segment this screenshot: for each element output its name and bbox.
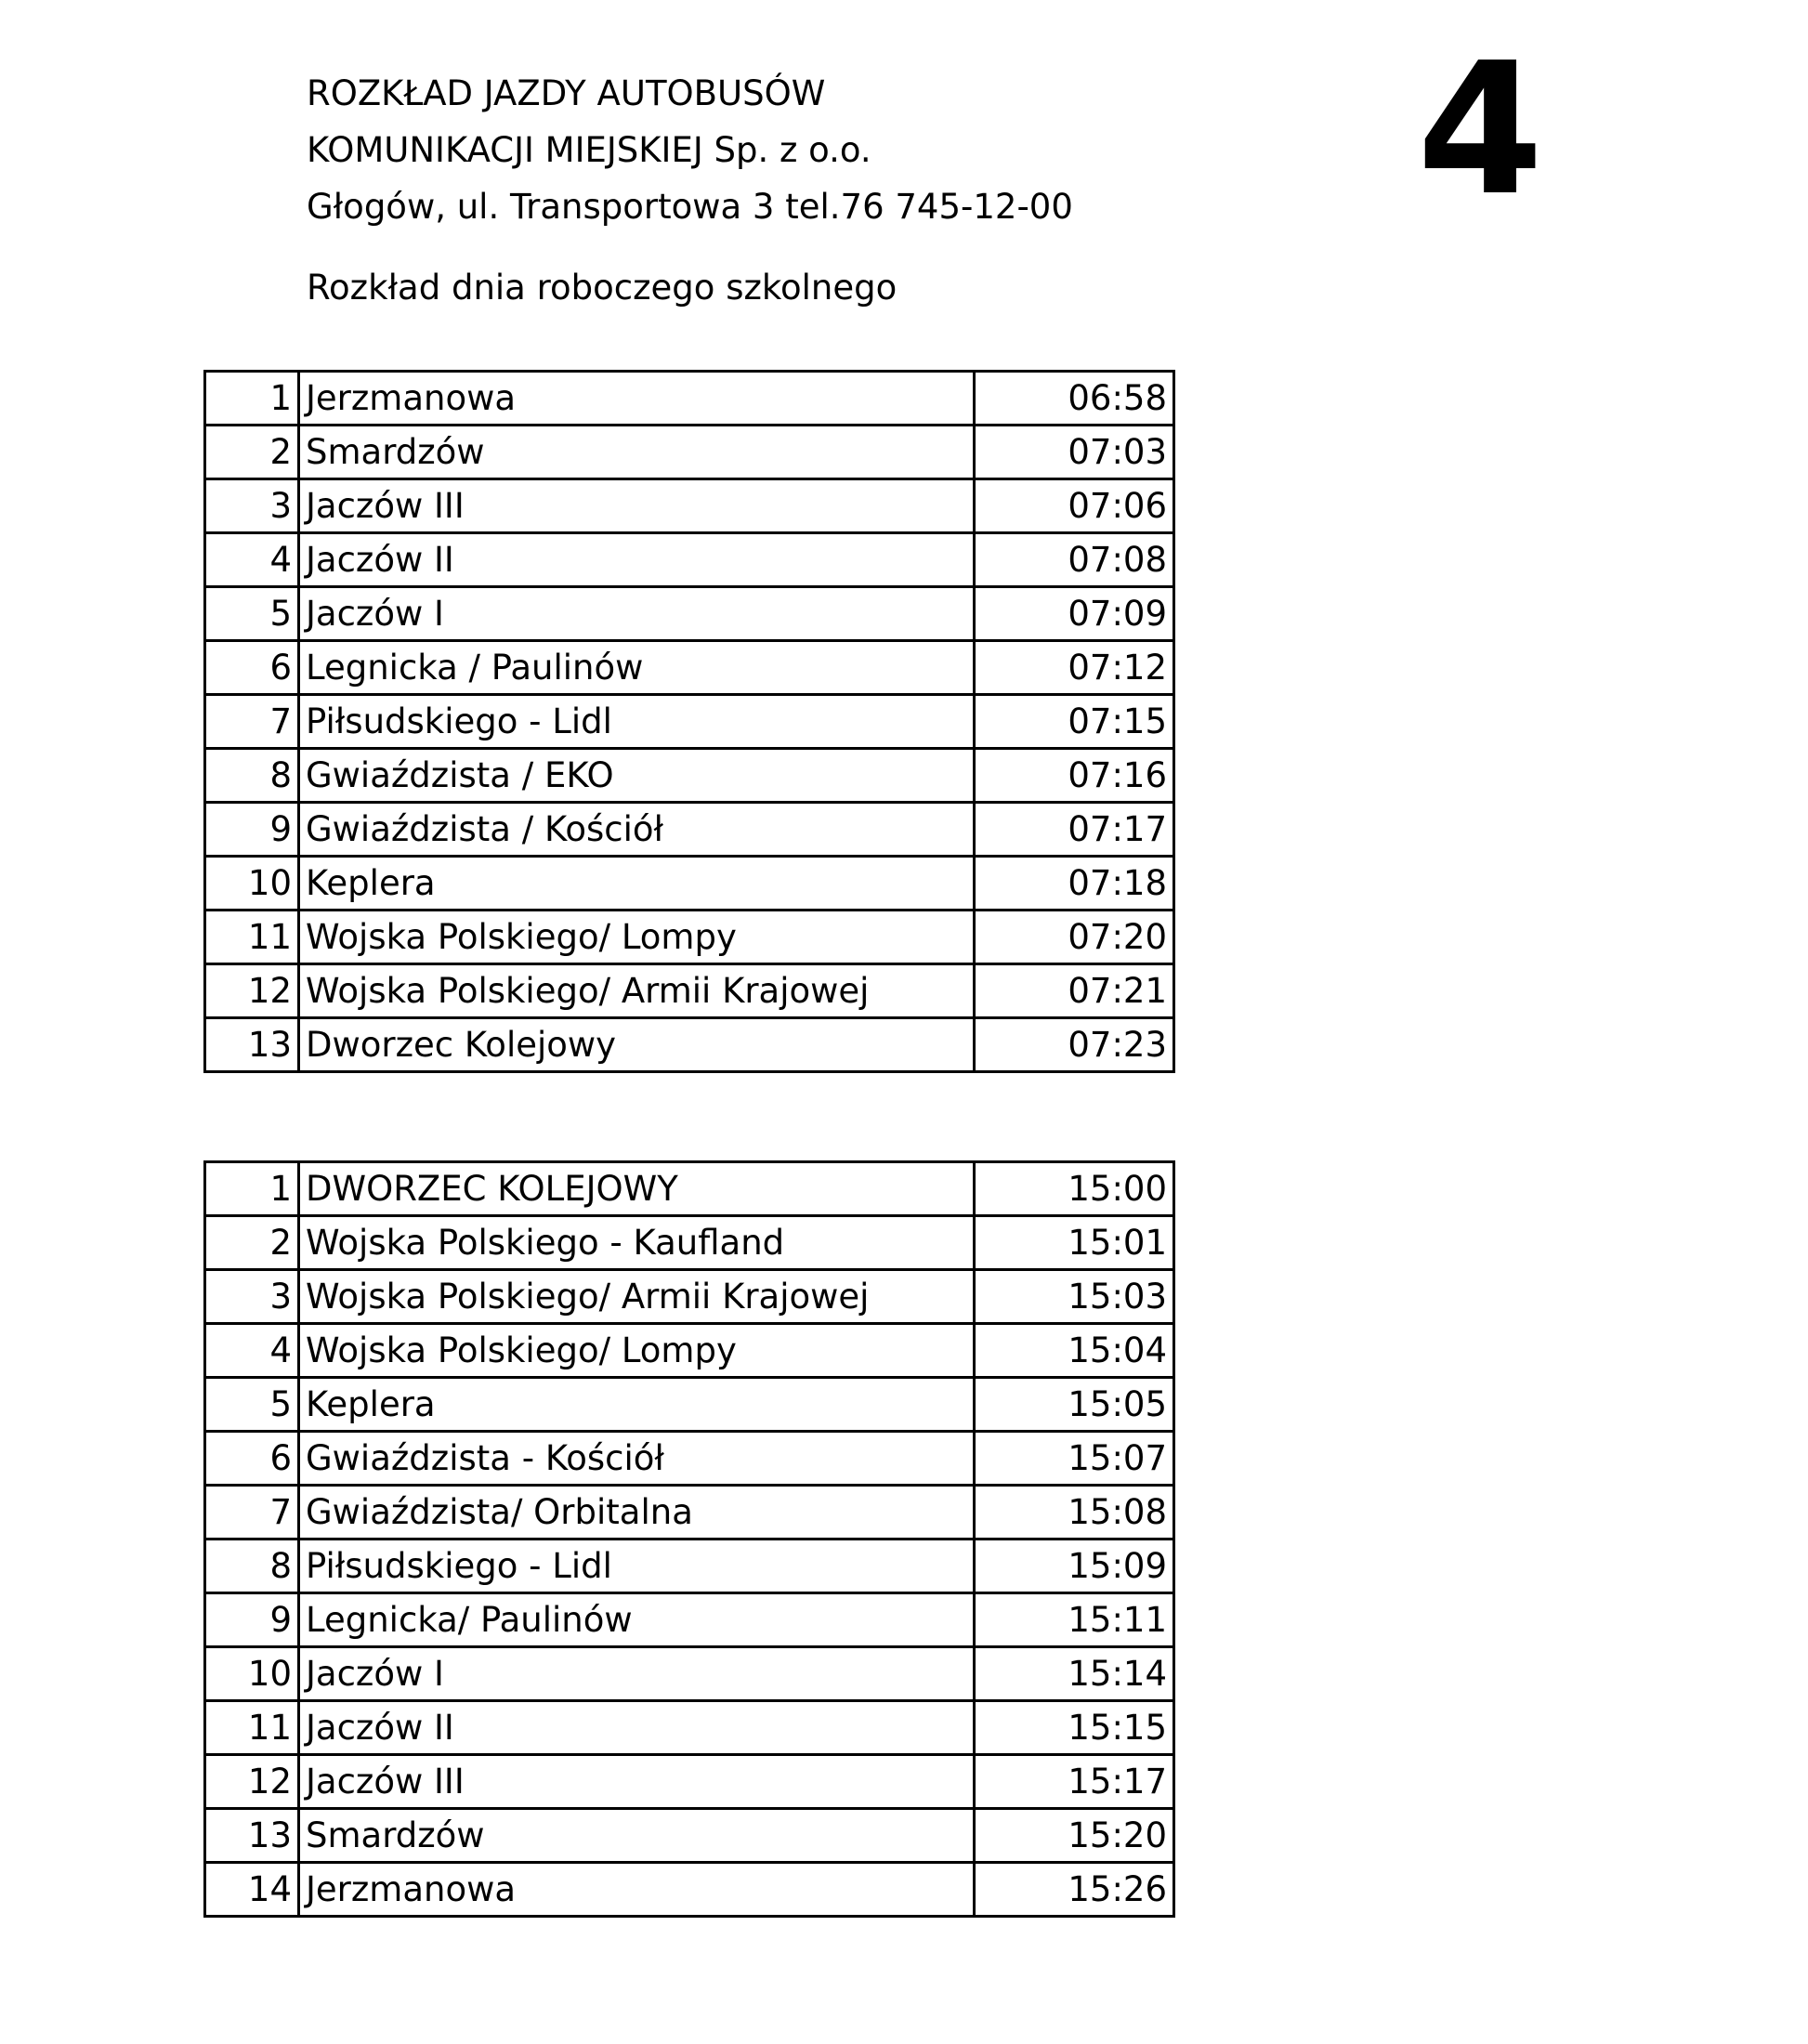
stop-number-cell: 2 xyxy=(205,426,299,479)
departure-time-cell: 15:17 xyxy=(975,1755,1174,1809)
stop-name-cell: Jaczów III xyxy=(299,1755,975,1809)
departure-time-cell: 15:01 xyxy=(975,1216,1174,1270)
departure-time-cell: 07:20 xyxy=(975,911,1174,964)
stop-number-cell: 1 xyxy=(205,1162,299,1216)
stop-number-cell: 2 xyxy=(205,1216,299,1270)
departure-time-cell: 07:17 xyxy=(975,803,1174,857)
stop-name-cell: Piłsudskiego - Lidl xyxy=(299,695,975,749)
departure-time-cell: 15:03 xyxy=(975,1270,1174,1324)
departure-time-cell: 15:07 xyxy=(975,1432,1174,1486)
stop-number-cell: 14 xyxy=(205,1863,299,1917)
table-row xyxy=(205,749,1174,803)
stop-name-cell: Gwiaździsta / Kościół xyxy=(299,803,975,857)
table-row xyxy=(205,479,1174,533)
stop-number-cell: 4 xyxy=(205,533,299,587)
stop-name-cell: Jerzmanowa xyxy=(299,372,975,426)
stop-number-cell: 9 xyxy=(205,803,299,857)
stop-name-cell: Gwiaździsta - Kościół xyxy=(299,1432,975,1486)
stop-number-cell: 6 xyxy=(205,1432,299,1486)
table-row xyxy=(205,587,1174,641)
table-row xyxy=(205,1863,1174,1917)
departure-time-cell: 15:00 xyxy=(975,1162,1174,1216)
stop-number-cell: 11 xyxy=(205,911,299,964)
table-row xyxy=(205,964,1174,1018)
departure-time-cell: 15:20 xyxy=(975,1809,1174,1863)
table-row xyxy=(205,1486,1174,1540)
departure-time-cell: 07:08 xyxy=(975,533,1174,587)
stop-number-cell: 3 xyxy=(205,479,299,533)
stop-name-cell: Gwiaździsta / EKO xyxy=(299,749,975,803)
stop-name-cell: Jaczów I xyxy=(299,1647,975,1701)
stop-name-cell: Wojska Polskiego/ Armii Krajowej xyxy=(299,964,975,1018)
stop-name-cell: Keplera xyxy=(299,857,975,911)
table-row xyxy=(205,1540,1174,1593)
stop-number-cell: 10 xyxy=(205,857,299,911)
departure-time-cell: 15:04 xyxy=(975,1324,1174,1378)
table-row xyxy=(205,1378,1174,1432)
table-row xyxy=(205,911,1174,964)
table-row xyxy=(205,1324,1174,1378)
header-address: Głogów, ul. Transportowa 3 tel.76 745-12-00 xyxy=(307,187,1073,227)
stop-name-cell: Wojska Polskiego/ Armii Krajowej xyxy=(299,1270,975,1324)
departure-time-cell: 07:09 xyxy=(975,587,1174,641)
table-row xyxy=(205,1647,1174,1701)
header-company: KOMUNIKACJI MIEJSKIEJ Sp. z o.o. xyxy=(307,130,871,170)
stop-name-cell: Piłsudskiego - Lidl xyxy=(299,1540,975,1593)
stop-name-cell: Wojska Polskiego - Kaufland xyxy=(299,1216,975,1270)
departure-time-cell: 15:15 xyxy=(975,1701,1174,1755)
table-row xyxy=(205,1701,1174,1755)
departure-time-cell: 06:58 xyxy=(975,372,1174,426)
table-row xyxy=(205,1809,1174,1863)
timetable-morning-body xyxy=(205,372,1174,1072)
departure-time-cell: 15:11 xyxy=(975,1593,1174,1647)
stop-name-cell: Smardzów xyxy=(299,1809,975,1863)
stop-name-cell: Legnicka / Paulinów xyxy=(299,641,975,695)
stop-number-cell: 8 xyxy=(205,749,299,803)
stop-name-cell: Smardzów xyxy=(299,426,975,479)
table-row xyxy=(205,803,1174,857)
stop-name-cell: Jerzmanowa xyxy=(299,1863,975,1917)
stop-number-cell: 13 xyxy=(205,1809,299,1863)
departure-time-cell: 07:12 xyxy=(975,641,1174,695)
departure-time-cell: 07:21 xyxy=(975,964,1174,1018)
stop-number-cell: 7 xyxy=(205,695,299,749)
company-header xyxy=(307,65,1073,235)
table-row xyxy=(205,1593,1174,1647)
stop-name-cell: Legnicka/ Paulinów xyxy=(299,1593,975,1647)
stop-name-cell: Wojska Polskiego/ Lompy xyxy=(299,911,975,964)
table-row xyxy=(205,1162,1174,1216)
header-title: ROZKŁAD JAZDY AUTOBUSÓW xyxy=(307,73,826,113)
stop-number-cell: 4 xyxy=(205,1324,299,1378)
stop-name-cell: Gwiaździsta/ Orbitalna xyxy=(299,1486,975,1540)
stop-name-cell: Jaczów III xyxy=(299,479,975,533)
stop-name-cell: Dworzec Kolejowy xyxy=(299,1018,975,1072)
stop-number-cell: 3 xyxy=(205,1270,299,1324)
departure-time-cell: 15:05 xyxy=(975,1378,1174,1432)
stop-number-cell: 8 xyxy=(205,1540,299,1593)
stop-name-cell: Jaczów II xyxy=(299,533,975,587)
timetable-afternoon-body xyxy=(205,1162,1174,1917)
departure-time-cell: 07:16 xyxy=(975,749,1174,803)
stop-number-cell: 7 xyxy=(205,1486,299,1540)
departure-time-cell: 07:18 xyxy=(975,857,1174,911)
table-row xyxy=(205,426,1174,479)
table-row xyxy=(205,533,1174,587)
departure-time-cell: 15:09 xyxy=(975,1540,1174,1593)
departure-time-cell: 07:06 xyxy=(975,479,1174,533)
stop-number-cell: 11 xyxy=(205,1701,299,1755)
stop-number-cell: 10 xyxy=(205,1647,299,1701)
stop-name-cell: Wojska Polskiego/ Lompy xyxy=(299,1324,975,1378)
stop-name-cell: Jaczów II xyxy=(299,1701,975,1755)
departure-time-cell: 15:08 xyxy=(975,1486,1174,1540)
table-row xyxy=(205,1432,1174,1486)
stop-name-cell: Keplera xyxy=(299,1378,975,1432)
departure-time-cell: 15:26 xyxy=(975,1863,1174,1917)
stop-number-cell: 5 xyxy=(205,587,299,641)
stop-number-cell: 12 xyxy=(205,1755,299,1809)
table-row xyxy=(205,1018,1174,1072)
departure-time-cell: 15:14 xyxy=(975,1647,1174,1701)
schedule-type: Rozkład dnia roboczego szkolnego xyxy=(307,268,897,308)
table-row xyxy=(205,372,1174,426)
stop-number-cell: 13 xyxy=(205,1018,299,1072)
stop-number-cell: 1 xyxy=(205,372,299,426)
timetable-morning xyxy=(203,370,1175,1073)
timetable-afternoon xyxy=(203,1160,1175,1918)
stop-number-cell: 9 xyxy=(205,1593,299,1647)
table-row xyxy=(205,1755,1174,1809)
stop-number-cell: 5 xyxy=(205,1378,299,1432)
stop-name-cell: Jaczów I xyxy=(299,587,975,641)
departure-time-cell: 07:23 xyxy=(975,1018,1174,1072)
table-row xyxy=(205,1270,1174,1324)
stop-number-cell: 6 xyxy=(205,641,299,695)
stop-name-cell: DWORZEC KOLEJOWY xyxy=(299,1162,975,1216)
stop-number-cell: 12 xyxy=(205,964,299,1018)
departure-time-cell: 07:15 xyxy=(975,695,1174,749)
table-row xyxy=(205,857,1174,911)
route-number: 4 xyxy=(1417,24,1544,236)
table-row xyxy=(205,641,1174,695)
table-row xyxy=(205,695,1174,749)
table-row xyxy=(205,1216,1174,1270)
departure-time-cell: 07:03 xyxy=(975,426,1174,479)
